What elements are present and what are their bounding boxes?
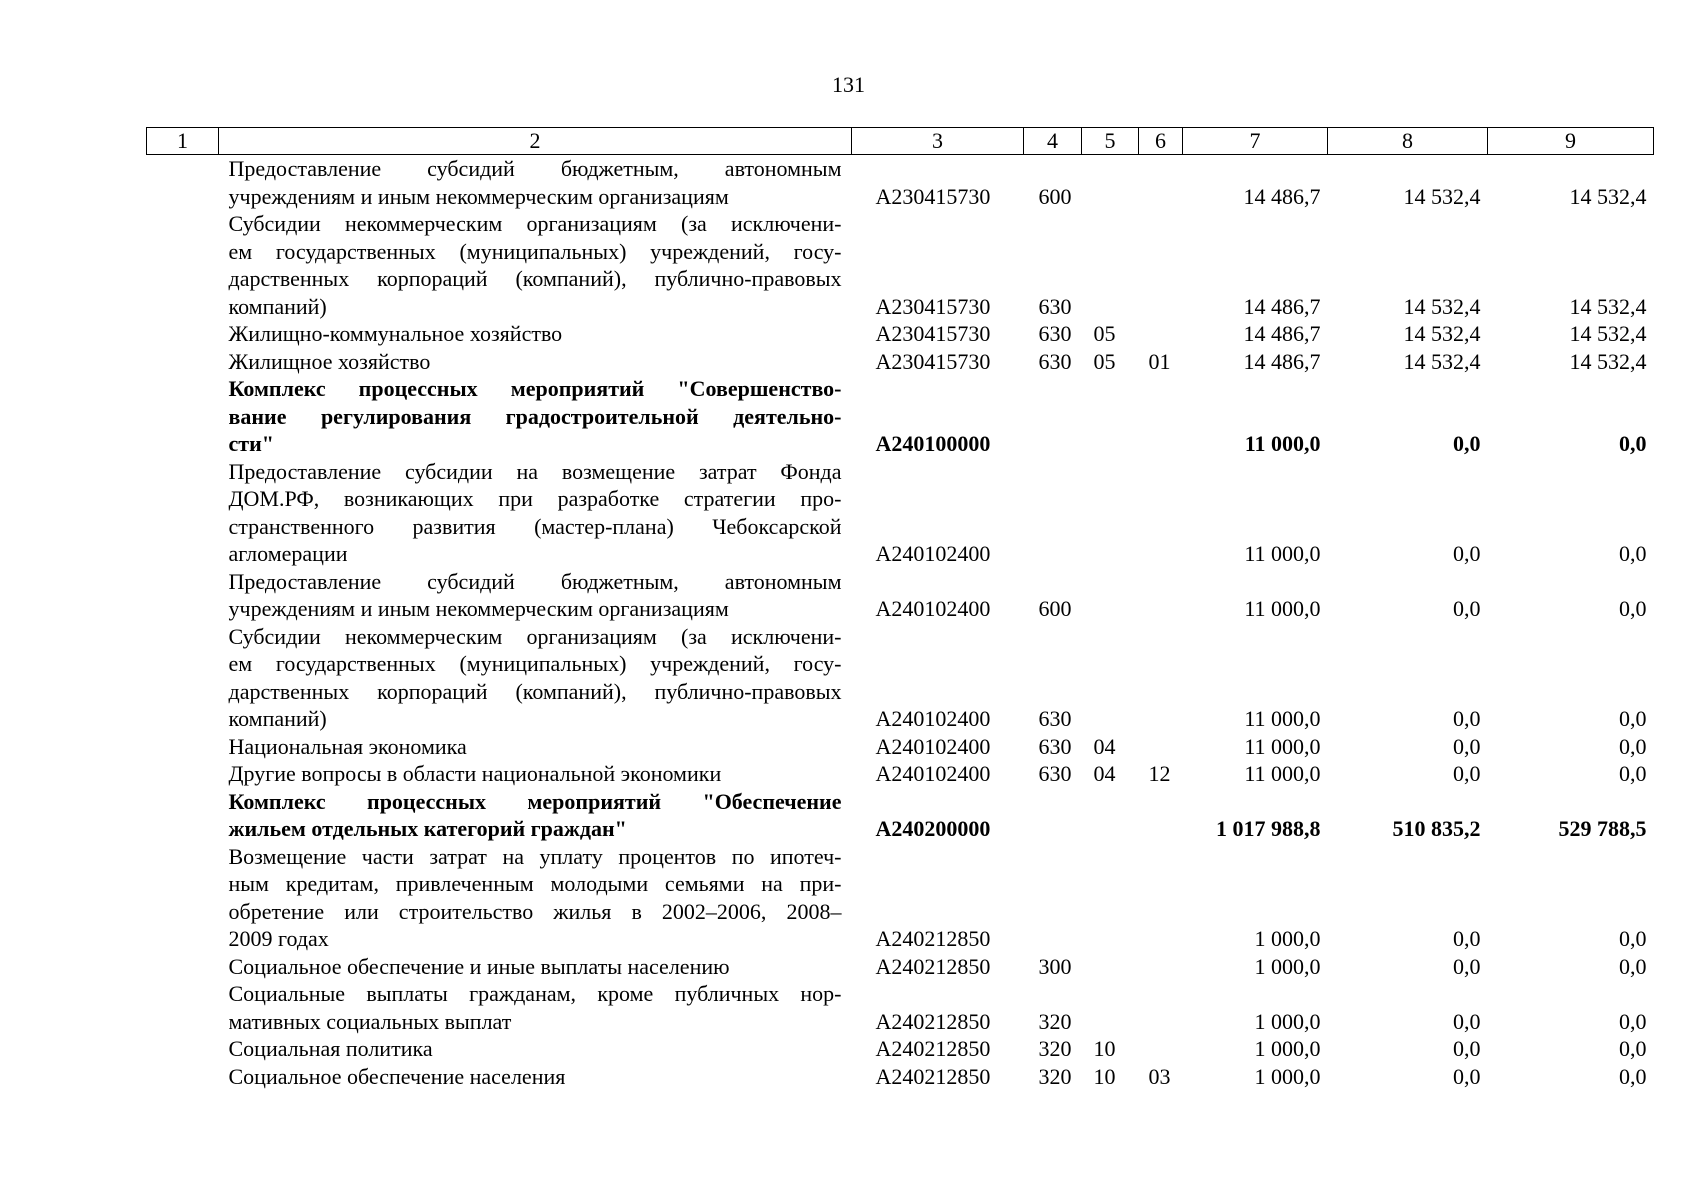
expense-type-code [1024,843,1082,953]
expense-type-code [1024,458,1082,568]
amount-col-7: 11 000,0 [1244,431,1321,456]
column-number-9: 9 [1488,128,1654,155]
item-name-line: ем государственных (муниципальных) учреждений, госу- [228,238,842,264]
row-number-cell [147,568,219,623]
item-name-line: Предоставление субсидии на возмещение затрат Фонда [228,458,842,484]
table-row [147,1035,1654,1063]
amount-col-8: 510 835,2 [1392,816,1481,841]
table-row [147,155,1654,211]
amount-col-8: 14 532,4 [1403,321,1481,346]
section-code: 10 [1093,1036,1116,1061]
subsection-code [1139,788,1183,843]
amount-col-7: 1 000,0 [1254,1063,1321,1089]
amount-col-7: 14 486,7 [1243,348,1321,374]
amount-col-9: 14 532,4 [1569,293,1647,319]
section-code: 05 [1093,321,1116,346]
page-number: 131 [832,72,865,97]
item-name-line: Предоставление субсидий бюджетным, автономным [228,568,842,594]
item-name-cell [219,458,852,568]
item-name-line: Жилищно-коммунальное хозяйство [228,321,563,346]
section-code [1082,155,1139,211]
item-name-line: вание регулирования градостроительной деятельно- [228,403,842,429]
table-row [147,953,1654,981]
table-body [147,155,1654,1091]
expense-type-code: 320 [1038,1036,1072,1061]
item-name-line: Национальная экономика [228,733,467,759]
amount-col-9: 14 532,4 [1569,348,1647,374]
target-article-code: А230415730 [875,293,991,319]
section-code [1082,980,1139,1035]
item-name-line: Субсидии некоммерческим организациям (за исключени- [228,623,842,649]
item-name-cell [219,1035,852,1063]
item-name-line: Жилищное хозяйство [228,348,431,374]
row-number-cell [147,843,219,953]
column-number-3: 3 [852,128,1024,155]
target-article-code: А240212850 [875,953,991,979]
amount-col-9: 14 532,4 [1569,183,1647,209]
column-number-5: 5 [1082,128,1139,155]
amount-col-7: 11 000,0 [1244,733,1321,759]
item-name-line: жильем отдельных категорий граждан" [228,816,627,841]
amount-col-7: 1 000,0 [1254,926,1321,951]
subsection-code [1139,843,1183,953]
amount-col-7: 14 486,7 [1243,183,1321,209]
section-code: 04 [1093,733,1116,759]
amount-col-8: 0,0 [1453,761,1481,786]
amount-col-7: 11 000,0 [1244,706,1321,731]
item-name-line: сти" [228,431,274,456]
amount-col-7: 1 000,0 [1254,1008,1321,1034]
amount-col-9: 0,0 [1619,706,1647,731]
amount-col-7: 1 000,0 [1254,953,1321,979]
item-name-line: мативных социальных выплат [228,1008,512,1034]
item-name-cell [219,760,852,788]
table-row [147,788,1654,843]
amount-col-7: 11 000,0 [1244,761,1321,786]
row-number-cell [147,375,219,458]
item-name-line: странственного развития (мастер-плана) Чебоксарской [228,513,842,539]
target-article-code: А240102400 [875,596,991,621]
target-article-code: А240212850 [875,1036,991,1061]
budget-table [146,127,1654,1090]
amount-col-9: 14 532,4 [1569,321,1647,346]
expense-type-code: 600 [1038,183,1072,209]
row-number-cell [147,320,219,348]
item-name-cell [219,788,852,843]
subsection-code: 01 [1148,348,1171,374]
column-number-6: 6 [1139,128,1183,155]
expense-type-code: 630 [1038,348,1072,374]
item-name-cell [219,1063,852,1091]
target-article-code: А240102400 [875,706,991,731]
amount-col-7: 1 000,0 [1254,1036,1321,1061]
item-name-line: учреждениям и иным некоммерческим организациям [228,183,729,209]
expense-type-code [1024,375,1082,458]
item-name-line: Комплекс процессных мероприятий "Совершенство- [228,376,842,401]
expense-type-code: 600 [1038,596,1072,621]
table-row [147,760,1654,788]
subsection-code [1139,320,1183,348]
section-code [1082,843,1139,953]
target-article-code: А230415730 [875,183,991,209]
amount-col-8: 14 532,4 [1403,348,1481,374]
row-number-cell [147,788,219,843]
item-name-line: дарственных корпораций (компаний), публично-правовых [228,678,842,704]
amount-col-8: 0,0 [1453,431,1481,456]
item-name-line: ДОМ.РФ, возникающих при разработке стратегии про- [228,486,842,511]
expense-type-code: 630 [1038,321,1072,346]
row-number-cell [147,1035,219,1063]
subsection-code [1139,623,1183,733]
table-row [147,623,1654,733]
item-name-line: Социальное обеспечение и иные выплаты населению [228,953,730,979]
row-number-cell [147,760,219,788]
amount-col-8: 14 532,4 [1403,183,1481,209]
row-number-cell [147,623,219,733]
amount-col-8: 0,0 [1453,706,1481,731]
amount-col-8: 0,0 [1453,1063,1481,1089]
target-article-code: А240212850 [875,1008,991,1034]
row-number-cell [147,953,219,981]
item-name-line: Субсидии некоммерческим организациям (за исключени- [228,211,842,236]
table-row [147,458,1654,568]
table-row [147,1063,1654,1091]
amount-col-7: 11 000,0 [1244,596,1321,621]
subsection-code [1139,210,1183,320]
row-number-cell [147,980,219,1035]
column-number-8: 8 [1328,128,1488,155]
subsection-code [1139,953,1183,981]
item-name-cell [219,980,852,1035]
subsection-code [1139,568,1183,623]
row-number-cell [147,1063,219,1091]
expense-type-code: 630 [1038,293,1072,319]
target-article-code: А240212850 [875,926,991,951]
amount-col-8: 0,0 [1453,953,1481,979]
expense-type-code: 320 [1038,1063,1072,1089]
target-article-code: А240212850 [875,1063,991,1089]
item-name-line: 2009 годах [228,926,329,951]
target-article-code: А230415730 [875,348,991,374]
expense-type-code: 630 [1038,706,1072,731]
amount-col-8: 0,0 [1453,1036,1481,1061]
section-code [1082,788,1139,843]
item-name-line: ем государственных (муниципальных) учреждений, госу- [228,651,842,676]
amount-col-7: 11 000,0 [1244,541,1321,566]
item-name-line: учреждениям и иным некоммерческим организациям [228,596,729,621]
table-row [147,568,1654,623]
amount-col-9: 529 788,5 [1558,816,1647,841]
table-row [147,733,1654,761]
row-number-cell [147,155,219,211]
amount-col-8: 0,0 [1453,1008,1481,1034]
section-code [1082,568,1139,623]
expense-type-code [1024,788,1082,843]
subsection-code: 12 [1148,761,1171,786]
column-number-1: 1 [147,128,219,155]
target-article-code: А240200000 [875,816,991,841]
item-name-cell [219,155,852,211]
table-row [147,375,1654,458]
section-code: 04 [1093,761,1116,786]
item-name-cell [219,375,852,458]
target-article-code: А240102400 [875,541,991,566]
item-name-line: Социальные выплаты гражданам, кроме публичных нор- [228,981,842,1006]
row-number-cell [147,733,219,761]
target-article-code: А240100000 [875,431,991,456]
target-article-code: А240102400 [875,761,991,786]
section-code [1082,623,1139,733]
subsection-code [1139,155,1183,211]
amount-col-9: 0,0 [1619,733,1647,759]
table-row [147,320,1654,348]
item-name-line: компаний) [228,706,327,731]
item-name-cell [219,953,852,981]
table-row [147,348,1654,376]
item-name-line: компаний) [228,293,327,319]
amount-col-8: 0,0 [1453,926,1481,951]
column-number-2: 2 [219,128,852,155]
item-name-line: Социальное обеспечение населения [228,1063,566,1089]
section-code [1082,375,1139,458]
amount-col-9: 0,0 [1619,761,1647,786]
item-name-cell [219,733,852,761]
subsection-code [1139,375,1183,458]
amount-col-9: 0,0 [1619,1063,1647,1089]
column-number-7: 7 [1183,128,1328,155]
subsection-code [1139,458,1183,568]
table-row [147,843,1654,953]
amount-col-9: 0,0 [1619,1036,1647,1061]
item-name-line: Социальная политика [228,1036,433,1061]
table-row [147,210,1654,320]
row-number-cell [147,458,219,568]
expense-type-code: 300 [1038,953,1072,979]
amount-col-7: 14 486,7 [1243,293,1321,319]
amount-col-8: 0,0 [1453,541,1481,566]
amount-col-9: 0,0 [1619,953,1647,979]
amount-col-9: 0,0 [1619,431,1647,456]
item-name-line: Предоставление субсидий бюджетным, автономным [228,156,842,181]
amount-col-8: 0,0 [1453,733,1481,759]
item-name-line: Другие вопросы в области национальной экономики [228,761,722,786]
item-name-line: Возмещение части затрат на уплату процентов по ипотеч- [228,843,842,869]
item-name-line: обретение или строительство жилья в 2002–2006, 2008– [228,898,842,924]
amount-col-8: 14 532,4 [1403,293,1481,319]
item-name-cell [219,623,852,733]
section-code [1082,953,1139,981]
amount-col-7: 1 017 988,8 [1216,816,1321,841]
item-name-cell [219,843,852,953]
amount-col-9: 0,0 [1619,1008,1647,1034]
item-name-cell [219,348,852,376]
subsection-code [1139,733,1183,761]
subsection-code [1139,980,1183,1035]
subsection-code [1139,1035,1183,1063]
section-code: 10 [1093,1063,1116,1089]
item-name-cell [219,320,852,348]
row-number-cell [147,210,219,320]
expense-type-code: 630 [1038,733,1072,759]
item-name-cell [219,210,852,320]
target-article-code: А240102400 [875,733,991,759]
item-name-line: ным кредитам, привлеченным молодыми семьями на при- [228,871,842,896]
section-code: 05 [1093,348,1116,374]
expense-type-code: 630 [1038,761,1072,786]
amount-col-8: 0,0 [1453,596,1481,621]
item-name-line: агломерации [228,541,348,566]
table-row [147,980,1654,1035]
section-code [1082,458,1139,568]
row-number-cell [147,348,219,376]
column-number-4: 4 [1024,128,1082,155]
item-name-line: дарственных корпораций (компаний), публично-правовых [228,266,842,291]
amount-col-9: 0,0 [1619,541,1647,566]
amount-col-9: 0,0 [1619,926,1647,951]
amount-col-9: 0,0 [1619,596,1647,621]
amount-col-7: 14 486,7 [1243,321,1321,346]
column-number-row [147,128,1654,155]
subsection-code: 03 [1148,1063,1171,1089]
target-article-code: А230415730 [875,321,991,346]
item-name-line: Комплекс процессных мероприятий "Обеспечение [228,788,842,814]
item-name-cell [219,568,852,623]
section-code [1082,210,1139,320]
expense-type-code: 320 [1038,1008,1072,1034]
